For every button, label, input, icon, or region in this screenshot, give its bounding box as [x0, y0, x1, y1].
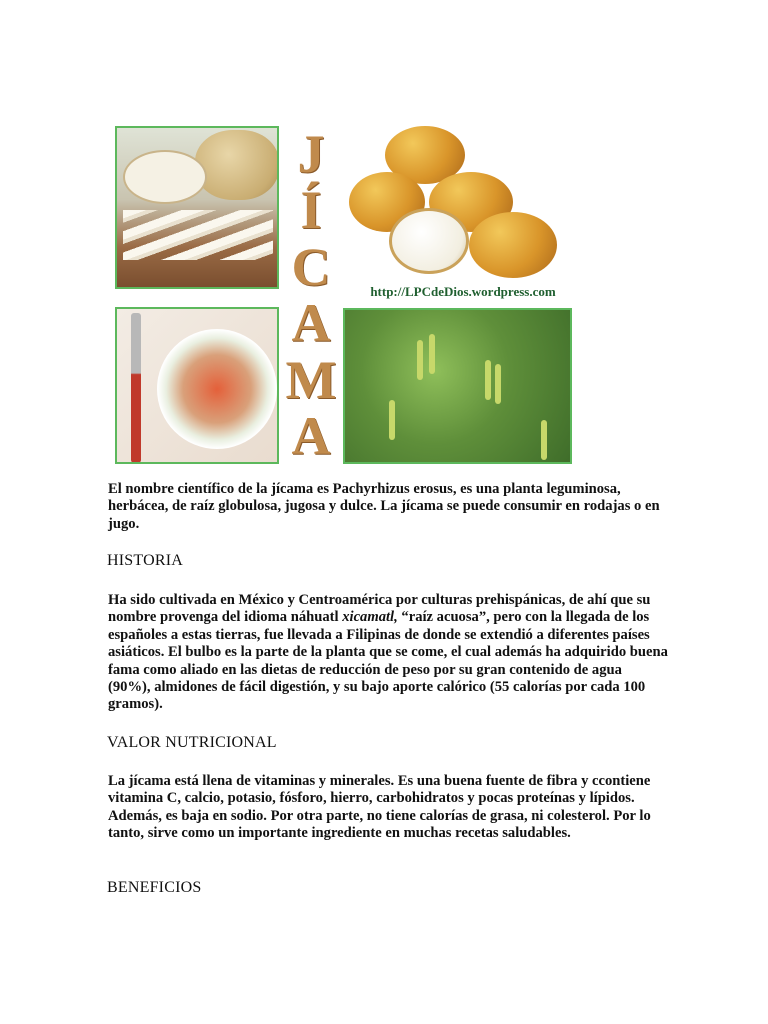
seed-pod-illustration	[429, 334, 435, 374]
jicama-sticks-illustration	[123, 210, 273, 260]
title-letter: J	[297, 124, 325, 184]
jicama-plant-photo	[343, 308, 572, 464]
intro-paragraph: El nombre científico de la jícama es Pachyrhizus erosus, es una planta leguminosa, herbácea, de raíz globulosa, jugosa y dulce. La jícama se puede consumir en rodajas o en jugo.	[108, 481, 660, 532]
fork-illustration	[131, 313, 141, 463]
historia-text-end: “raíz acuosa”, pero con la llegada de los españoles a estas tierras, fue llevada a Filipinas de donde se extendió a diferentes países asiáticos. El bulbo es la parte de la planta que se come, el cual además ha adquirido buena fama como aliado en las dietas de reducción de peso por su gran contenido de agua (90%), almidones de fácil digestión, y su bajo aporte calórico (55 calorías por cada 100 gramos).	[108, 609, 668, 713]
salad-bowl-illustration	[157, 329, 277, 449]
title-letter: A	[291, 293, 331, 354]
valor-nutricional-heading: VALOR NUTRICIONAL	[107, 734, 277, 751]
jicama-root-illustration	[469, 212, 557, 278]
jicama-slice-illustration	[123, 150, 207, 204]
beneficios-heading: BENEFICIOS	[107, 879, 202, 896]
historia-paragraph	[108, 592, 668, 714]
historia-italic-word: xicamatl,	[342, 609, 398, 626]
seed-pod-illustration	[495, 364, 501, 404]
title-letter: C	[291, 236, 331, 297]
title-letter: M	[285, 349, 337, 410]
jicama-salad-photo	[115, 307, 279, 464]
seed-pod-illustration	[485, 360, 491, 400]
jicama-vertical-title	[285, 126, 337, 464]
jicama-cut-photo	[115, 126, 279, 289]
jicama-slice-illustration	[389, 208, 469, 274]
jicama-roots-photo	[343, 126, 578, 304]
valor-nutricional-paragraph: La jícama está llena de vitaminas y minerales. Es una buena fuente de fibra y ccontiene vitamina C, calcio, potasio, fósforo, hierro, carbohidratos y pocas proteínas y lípidos. Además, es baja en sodio. Por otra parte, no tiene calorías de grasa, ni colesterol. Por lo tanto, sirve como un importante ingrediente en muchas recetas saludables.	[108, 773, 651, 842]
source-url-caption: http://LPCdeDios.wordpress.com	[370, 284, 556, 299]
jicama-collage-image	[107, 126, 578, 464]
seed-pod-illustration	[417, 340, 423, 380]
historia-heading: HISTORIA	[107, 552, 183, 569]
seed-pod-illustration	[389, 400, 395, 440]
jicama-bulb-illustration	[195, 130, 279, 200]
historia-text-start: Ha sido cultivada en México y Centroamérica por culturas prehispánicas, de ahí que su nombre provenga del idioma náhuatl	[108, 592, 651, 626]
title-letter: Í	[300, 180, 322, 241]
title-letter: A	[291, 405, 331, 466]
seed-pod-illustration	[541, 420, 547, 460]
